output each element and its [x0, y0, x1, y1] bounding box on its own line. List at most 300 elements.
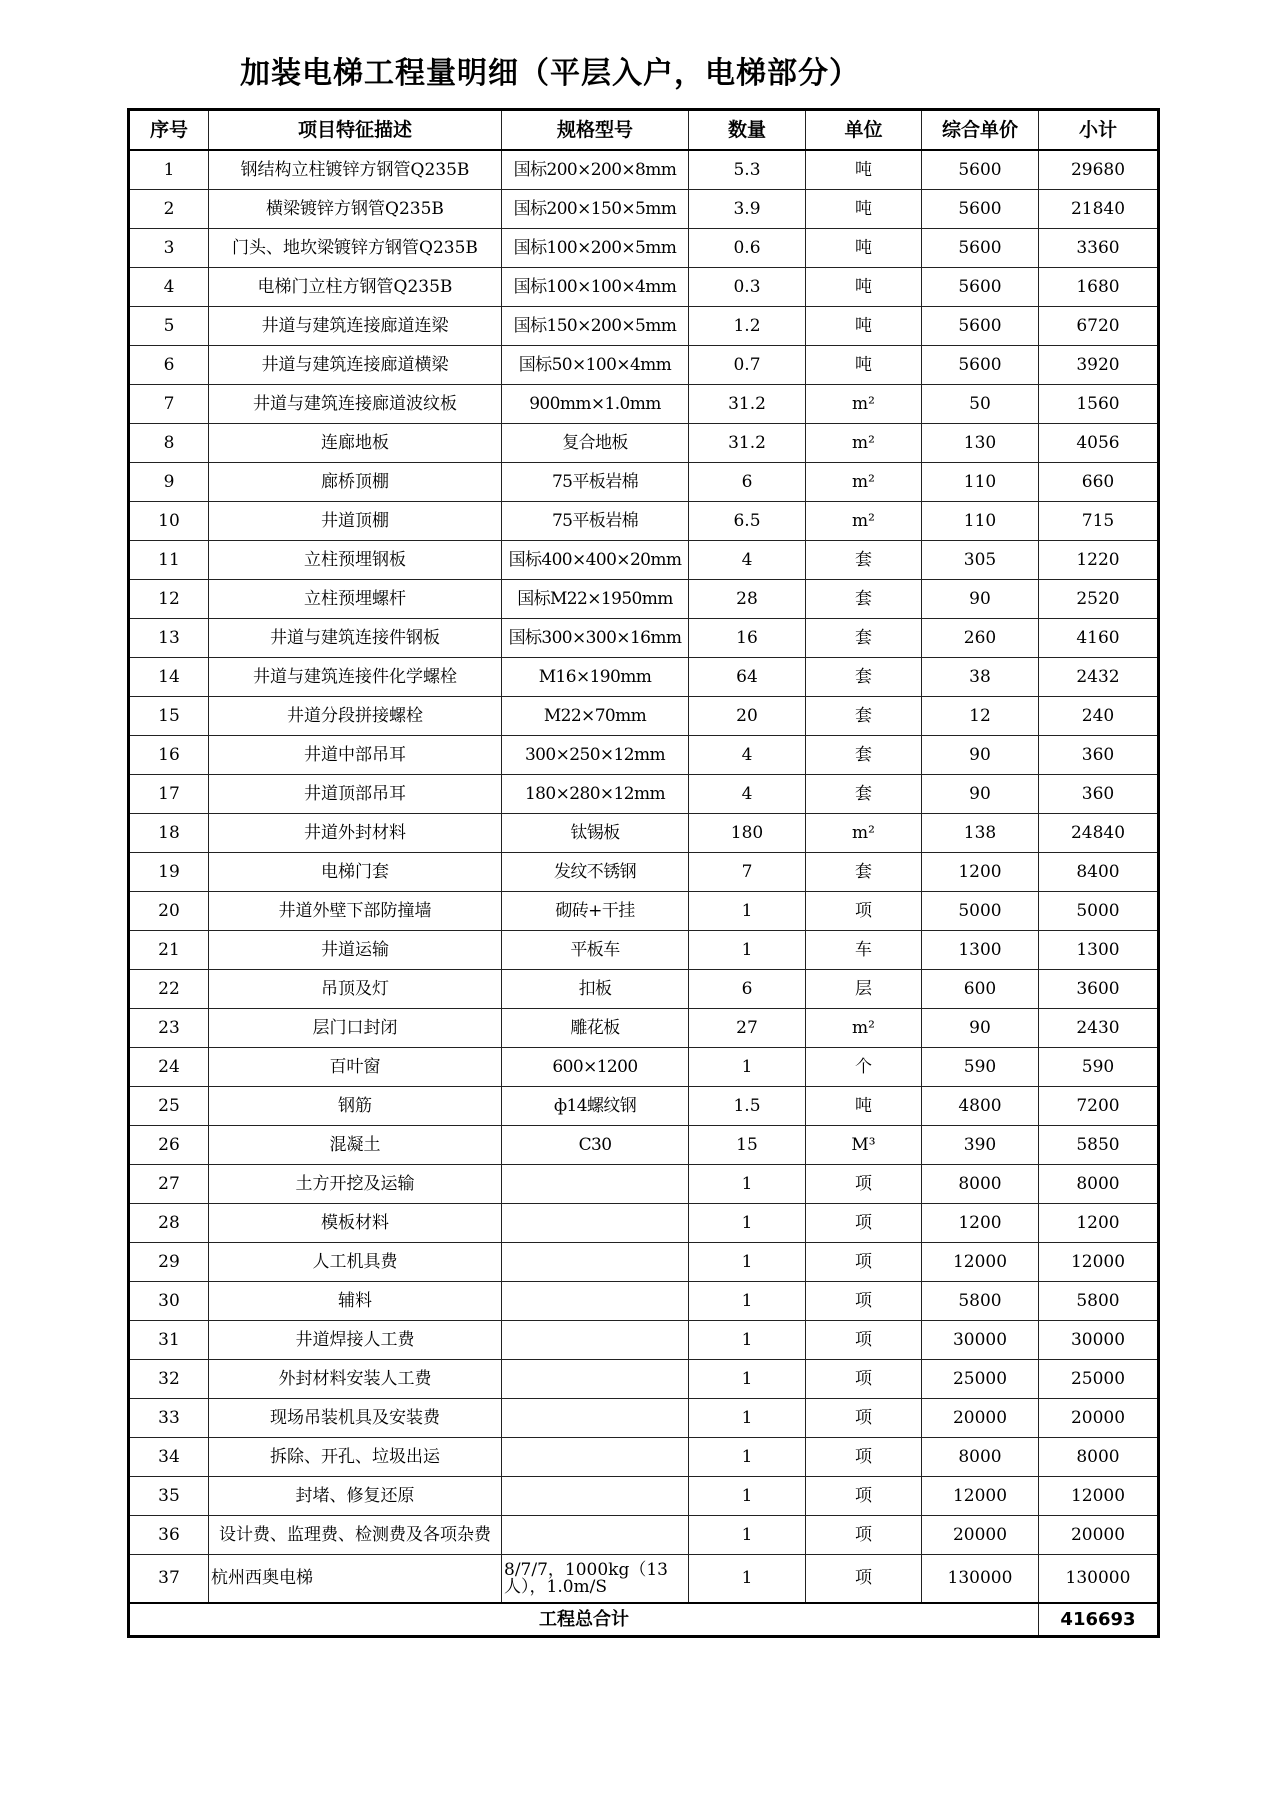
- row-spec: 国标150×200×5mm: [502, 307, 689, 346]
- row-spec: [502, 1399, 689, 1438]
- row-unit: 项: [806, 1204, 922, 1243]
- row-index: 35: [129, 1477, 209, 1516]
- row-unit-price: 138: [922, 814, 1039, 853]
- row-quantity: 1: [689, 1360, 806, 1399]
- row-description: 立柱预埋螺杆: [209, 580, 502, 619]
- row-description: 井道外壁下部防撞墙: [209, 892, 502, 931]
- row-subtotal: 3600: [1039, 970, 1159, 1009]
- row-subtotal: 7200: [1039, 1087, 1159, 1126]
- row-quantity: 3.9: [689, 190, 806, 229]
- row-unit-price: 110: [922, 463, 1039, 502]
- row-spec: [502, 1438, 689, 1477]
- row-quantity: 16: [689, 619, 806, 658]
- table-row: [129, 463, 1159, 502]
- row-subtotal: 660: [1039, 463, 1159, 502]
- row-unit: 项: [806, 1165, 922, 1204]
- row-subtotal: 130000: [1039, 1555, 1159, 1604]
- row-unit-price: 1200: [922, 853, 1039, 892]
- row-unit: 吨: [806, 1087, 922, 1126]
- row-description: 井道焊接人工费: [209, 1321, 502, 1360]
- table-row: [129, 892, 1159, 931]
- table-row: [129, 1165, 1159, 1204]
- row-spec: [502, 1282, 689, 1321]
- row-spec: M16×190mm: [502, 658, 689, 697]
- row-spec: 发纹不锈钢: [502, 853, 689, 892]
- table-row: [129, 1438, 1159, 1477]
- table-row: [129, 814, 1159, 853]
- row-spec: 900mm×1.0mm: [502, 385, 689, 424]
- row-index: 4: [129, 268, 209, 307]
- row-quantity: 0.7: [689, 346, 806, 385]
- table-row: [129, 775, 1159, 814]
- row-index: 19: [129, 853, 209, 892]
- total-value: 416693: [1039, 1603, 1159, 1637]
- row-unit: 吨: [806, 346, 922, 385]
- row-quantity: 1: [689, 1555, 806, 1604]
- row-description: 拆除、开孔、垃圾出运: [209, 1438, 502, 1477]
- row-subtotal: 5800: [1039, 1282, 1159, 1321]
- row-subtotal: 6720: [1039, 307, 1159, 346]
- row-description: 井道分段拼接螺栓: [209, 697, 502, 736]
- row-index: 31: [129, 1321, 209, 1360]
- row-unit: m²: [806, 1009, 922, 1048]
- header-unit: 单位: [806, 110, 922, 151]
- row-unit-price: 12000: [922, 1477, 1039, 1516]
- row-index: 18: [129, 814, 209, 853]
- row-spec: 国标100×100×4mm: [502, 268, 689, 307]
- table-row: [129, 1009, 1159, 1048]
- row-unit: 项: [806, 892, 922, 931]
- row-spec: 平板车: [502, 931, 689, 970]
- table-row: [129, 190, 1159, 229]
- row-subtotal: 240: [1039, 697, 1159, 736]
- row-index: 11: [129, 541, 209, 580]
- row-description: 井道外封材料: [209, 814, 502, 853]
- row-unit-price: 130000: [922, 1555, 1039, 1604]
- row-quantity: 1: [689, 931, 806, 970]
- row-description: 杭州西奥电梯: [209, 1555, 502, 1604]
- row-unit: m²: [806, 385, 922, 424]
- row-index: 32: [129, 1360, 209, 1399]
- row-description: 电梯门立柱方钢管Q235B: [209, 268, 502, 307]
- row-unit-price: 130: [922, 424, 1039, 463]
- table-row: [129, 385, 1159, 424]
- row-index: 25: [129, 1087, 209, 1126]
- row-quantity: 6.5: [689, 502, 806, 541]
- row-quantity: 180: [689, 814, 806, 853]
- row-unit-price: 305: [922, 541, 1039, 580]
- row-unit-price: 5600: [922, 190, 1039, 229]
- row-index: 17: [129, 775, 209, 814]
- row-description: 层门口封闭: [209, 1009, 502, 1048]
- page-title: 加装电梯工程量明细（平层入户，电梯部分）: [240, 56, 860, 91]
- row-spec: 钛锡板: [502, 814, 689, 853]
- row-subtotal: 1560: [1039, 385, 1159, 424]
- row-description: 人工机具费: [209, 1243, 502, 1282]
- row-subtotal: 5850: [1039, 1126, 1159, 1165]
- row-subtotal: 360: [1039, 736, 1159, 775]
- row-spec: ф14螺纹钢: [502, 1087, 689, 1126]
- row-unit-price: 5800: [922, 1282, 1039, 1321]
- row-quantity: 0.6: [689, 229, 806, 268]
- row-unit-price: 5000: [922, 892, 1039, 931]
- row-unit-price: 50: [922, 385, 1039, 424]
- row-unit: 项: [806, 1282, 922, 1321]
- table-row: [129, 1516, 1159, 1555]
- row-spec: 300×250×12mm: [502, 736, 689, 775]
- row-unit: 项: [806, 1477, 922, 1516]
- row-index: 20: [129, 892, 209, 931]
- row-quantity: 4: [689, 541, 806, 580]
- table-row: [129, 1282, 1159, 1321]
- table-row: [129, 853, 1159, 892]
- row-index: 5: [129, 307, 209, 346]
- row-unit: m²: [806, 424, 922, 463]
- row-subtotal: 12000: [1039, 1477, 1159, 1516]
- row-subtotal: 12000: [1039, 1243, 1159, 1282]
- row-subtotal: 8000: [1039, 1438, 1159, 1477]
- row-spec: 砌砖+干挂: [502, 892, 689, 931]
- row-quantity: 1.5: [689, 1087, 806, 1126]
- row-spec: [502, 1204, 689, 1243]
- table-row: [129, 931, 1159, 970]
- row-unit-price: 90: [922, 1009, 1039, 1048]
- row-spec: [502, 1477, 689, 1516]
- table-row: [129, 619, 1159, 658]
- row-description: 井道与建筑连接廊道横梁: [209, 346, 502, 385]
- row-quantity: 1: [689, 1204, 806, 1243]
- row-unit: 项: [806, 1321, 922, 1360]
- row-spec: 国标300×300×16mm: [502, 619, 689, 658]
- row-spec: [502, 1165, 689, 1204]
- row-subtotal: 360: [1039, 775, 1159, 814]
- row-unit-price: 4800: [922, 1087, 1039, 1126]
- row-unit: 吨: [806, 307, 922, 346]
- row-unit-price: 90: [922, 580, 1039, 619]
- row-subtotal: 1300: [1039, 931, 1159, 970]
- table-row: [129, 502, 1159, 541]
- row-subtotal: 3920: [1039, 346, 1159, 385]
- row-unit-price: 12000: [922, 1243, 1039, 1282]
- row-index: 28: [129, 1204, 209, 1243]
- row-unit: m²: [806, 814, 922, 853]
- row-description: 钢结构立柱镀锌方钢管Q235B: [209, 150, 502, 190]
- table-row: [129, 1126, 1159, 1165]
- row-unit-price: 90: [922, 736, 1039, 775]
- row-description: 井道顶棚: [209, 502, 502, 541]
- row-unit-price: 20000: [922, 1399, 1039, 1438]
- row-unit: 项: [806, 1243, 922, 1282]
- row-description: 井道顶部吊耳: [209, 775, 502, 814]
- row-index: 37: [129, 1555, 209, 1604]
- row-unit-price: 1300: [922, 931, 1039, 970]
- row-unit-price: 90: [922, 775, 1039, 814]
- row-index: 30: [129, 1282, 209, 1321]
- row-index: 1: [129, 150, 209, 190]
- row-description: 廊桥顶棚: [209, 463, 502, 502]
- row-quantity: 7: [689, 853, 806, 892]
- row-quantity: 28: [689, 580, 806, 619]
- row-quantity: 1: [689, 1243, 806, 1282]
- row-unit-price: 600: [922, 970, 1039, 1009]
- row-description: 井道与建筑连接件化学螺栓: [209, 658, 502, 697]
- row-unit-price: 20000: [922, 1516, 1039, 1555]
- row-spec: 国标100×200×5mm: [502, 229, 689, 268]
- table-row: [129, 658, 1159, 697]
- row-spec: 复合地板: [502, 424, 689, 463]
- row-description: 钢筋: [209, 1087, 502, 1126]
- row-spec: 雕花板: [502, 1009, 689, 1048]
- row-index: 3: [129, 229, 209, 268]
- row-quantity: 1: [689, 1048, 806, 1087]
- row-unit: 吨: [806, 229, 922, 268]
- header-index: 序号: [129, 110, 209, 151]
- row-unit-price: 590: [922, 1048, 1039, 1087]
- row-description: 电梯门套: [209, 853, 502, 892]
- row-description: 立柱预埋钢板: [209, 541, 502, 580]
- header-description: 项目特征描述: [209, 110, 502, 151]
- row-unit: 项: [806, 1399, 922, 1438]
- row-unit-price: 5600: [922, 150, 1039, 190]
- row-spec: 国标200×150×5mm: [502, 190, 689, 229]
- row-quantity: 31.2: [689, 424, 806, 463]
- row-spec: 国标200×200×8mm: [502, 150, 689, 190]
- row-description: 井道与建筑连接廊道波纹板: [209, 385, 502, 424]
- row-quantity: 1: [689, 1321, 806, 1360]
- row-unit-price: 390: [922, 1126, 1039, 1165]
- table-row: [129, 1087, 1159, 1126]
- row-description: 井道运输: [209, 931, 502, 970]
- row-unit-price: 30000: [922, 1321, 1039, 1360]
- table-row: [129, 1243, 1159, 1282]
- row-subtotal: 30000: [1039, 1321, 1159, 1360]
- row-description: 连廊地板: [209, 424, 502, 463]
- row-quantity: 1: [689, 1516, 806, 1555]
- row-spec: 国标M22×1950mm: [502, 580, 689, 619]
- table-row: [129, 1399, 1159, 1438]
- row-description: 横梁镀锌方钢管Q235B: [209, 190, 502, 229]
- table-row: [129, 150, 1159, 190]
- row-subtotal: 25000: [1039, 1360, 1159, 1399]
- row-unit: 车: [806, 931, 922, 970]
- row-description: 井道与建筑连接廊道连梁: [209, 307, 502, 346]
- row-unit: 套: [806, 580, 922, 619]
- row-quantity: 1.2: [689, 307, 806, 346]
- row-description: 现场吊装机具及安装费: [209, 1399, 502, 1438]
- row-spec: M22×70mm: [502, 697, 689, 736]
- row-index: 23: [129, 1009, 209, 1048]
- row-description: 井道中部吊耳: [209, 736, 502, 775]
- row-spec: [502, 1516, 689, 1555]
- row-unit: 套: [806, 658, 922, 697]
- row-quantity: 1: [689, 892, 806, 931]
- row-index: 33: [129, 1399, 209, 1438]
- row-subtotal: 590: [1039, 1048, 1159, 1087]
- header-unit-price: 综合单价: [922, 110, 1039, 151]
- row-index: 27: [129, 1165, 209, 1204]
- total-label: 工程总合计: [129, 1603, 1039, 1637]
- row-spec: 国标400×400×20mm: [502, 541, 689, 580]
- header-subtotal: 小计: [1039, 110, 1159, 151]
- row-subtotal: 21840: [1039, 190, 1159, 229]
- row-unit: 套: [806, 541, 922, 580]
- row-subtotal: 4056: [1039, 424, 1159, 463]
- row-description: 混凝土: [209, 1126, 502, 1165]
- row-index: 13: [129, 619, 209, 658]
- header-quantity: 数量: [689, 110, 806, 151]
- row-unit-price: 5600: [922, 268, 1039, 307]
- row-index: 14: [129, 658, 209, 697]
- row-index: 2: [129, 190, 209, 229]
- table-row: [129, 970, 1159, 1009]
- row-index: 24: [129, 1048, 209, 1087]
- row-unit-price: 5600: [922, 346, 1039, 385]
- row-unit: 套: [806, 853, 922, 892]
- row-quantity: 1: [689, 1282, 806, 1321]
- row-quantity: 64: [689, 658, 806, 697]
- row-spec: 75平板岩棉: [502, 502, 689, 541]
- row-subtotal: 24840: [1039, 814, 1159, 853]
- row-index: 10: [129, 502, 209, 541]
- row-spec: 国标50×100×4mm: [502, 346, 689, 385]
- row-unit: 吨: [806, 268, 922, 307]
- row-subtotal: 1220: [1039, 541, 1159, 580]
- row-subtotal: 1200: [1039, 1204, 1159, 1243]
- table-row: [129, 541, 1159, 580]
- row-spec: C30: [502, 1126, 689, 1165]
- row-index: 12: [129, 580, 209, 619]
- table-row: [129, 736, 1159, 775]
- row-unit: M³: [806, 1126, 922, 1165]
- row-quantity: 1: [689, 1438, 806, 1477]
- row-quantity: 0.3: [689, 268, 806, 307]
- row-unit: 项: [806, 1360, 922, 1399]
- row-unit-price: 8000: [922, 1165, 1039, 1204]
- row-quantity: 27: [689, 1009, 806, 1048]
- row-quantity: 15: [689, 1126, 806, 1165]
- row-index: 9: [129, 463, 209, 502]
- row-unit: 套: [806, 697, 922, 736]
- row-quantity: 31.2: [689, 385, 806, 424]
- header-spec: 规格型号: [502, 110, 689, 151]
- quantity-table: [127, 108, 1160, 1638]
- row-subtotal: 2520: [1039, 580, 1159, 619]
- row-subtotal: 8000: [1039, 1165, 1159, 1204]
- row-unit: 个: [806, 1048, 922, 1087]
- row-quantity: 4: [689, 736, 806, 775]
- table-row: [129, 1477, 1159, 1516]
- row-index: 26: [129, 1126, 209, 1165]
- table-row: [129, 307, 1159, 346]
- row-unit-price: 25000: [922, 1360, 1039, 1399]
- row-quantity: 1: [689, 1477, 806, 1516]
- table-row: [129, 424, 1159, 463]
- row-spec: 75平板岩棉: [502, 463, 689, 502]
- row-spec: [502, 1243, 689, 1282]
- row-description: 吊顶及灯: [209, 970, 502, 1009]
- row-subtotal: 715: [1039, 502, 1159, 541]
- row-unit-price: 38: [922, 658, 1039, 697]
- row-subtotal: 5000: [1039, 892, 1159, 931]
- row-subtotal: 2430: [1039, 1009, 1159, 1048]
- row-spec: 扣板: [502, 970, 689, 1009]
- row-quantity: 5.3: [689, 150, 806, 190]
- table-row: [129, 229, 1159, 268]
- row-description: 封堵、修复还原: [209, 1477, 502, 1516]
- table-row: [129, 1048, 1159, 1087]
- header-row: [129, 110, 1159, 151]
- row-subtotal: 4160: [1039, 619, 1159, 658]
- row-index: 36: [129, 1516, 209, 1555]
- row-subtotal: 8400: [1039, 853, 1159, 892]
- table-row: [129, 346, 1159, 385]
- table-row: [129, 268, 1159, 307]
- row-unit: 吨: [806, 190, 922, 229]
- row-unit: m²: [806, 463, 922, 502]
- table-row: [129, 1360, 1159, 1399]
- row-index: 6: [129, 346, 209, 385]
- row-description: 井道与建筑连接件钢板: [209, 619, 502, 658]
- table-row: [129, 1204, 1159, 1243]
- row-unit: 项: [806, 1555, 922, 1604]
- row-spec: [502, 1360, 689, 1399]
- row-index: 7: [129, 385, 209, 424]
- row-description: 百叶窗: [209, 1048, 502, 1087]
- row-spec: 600×1200: [502, 1048, 689, 1087]
- row-unit: m²: [806, 502, 922, 541]
- row-subtotal: 20000: [1039, 1516, 1159, 1555]
- row-unit: 套: [806, 619, 922, 658]
- row-quantity: 1: [689, 1165, 806, 1204]
- row-description: 门头、地坎梁镀锌方钢管Q235B: [209, 229, 502, 268]
- table-row: [129, 697, 1159, 736]
- table-row: [129, 580, 1159, 619]
- row-index: 8: [129, 424, 209, 463]
- row-spec: 180×280×12mm: [502, 775, 689, 814]
- row-unit-price: 260: [922, 619, 1039, 658]
- row-description: 设计费、监理费、检测费及各项杂费: [209, 1516, 502, 1555]
- row-quantity: 1: [689, 1399, 806, 1438]
- row-quantity: 6: [689, 970, 806, 1009]
- row-subtotal: 29680: [1039, 150, 1159, 190]
- row-subtotal: 2432: [1039, 658, 1159, 697]
- row-description: 辅料: [209, 1282, 502, 1321]
- row-unit-price: 5600: [922, 229, 1039, 268]
- table-row: [129, 1555, 1159, 1604]
- row-unit: 层: [806, 970, 922, 1009]
- total-row: [129, 1603, 1159, 1637]
- table-row: [129, 1321, 1159, 1360]
- row-index: 29: [129, 1243, 209, 1282]
- row-description: 模板材料: [209, 1204, 502, 1243]
- row-unit-price: 1200: [922, 1204, 1039, 1243]
- row-unit: 项: [806, 1438, 922, 1477]
- row-unit: 套: [806, 775, 922, 814]
- row-unit-price: 5600: [922, 307, 1039, 346]
- row-quantity: 4: [689, 775, 806, 814]
- row-index: 16: [129, 736, 209, 775]
- row-index: 34: [129, 1438, 209, 1477]
- row-quantity: 20: [689, 697, 806, 736]
- row-index: 22: [129, 970, 209, 1009]
- row-spec: 8/7/7，1000kg（13人），1.0m/S: [502, 1555, 689, 1604]
- row-spec: [502, 1321, 689, 1360]
- row-unit-price: 8000: [922, 1438, 1039, 1477]
- row-unit-price: 12: [922, 697, 1039, 736]
- row-quantity: 6: [689, 463, 806, 502]
- row-index: 15: [129, 697, 209, 736]
- row-unit-price: 110: [922, 502, 1039, 541]
